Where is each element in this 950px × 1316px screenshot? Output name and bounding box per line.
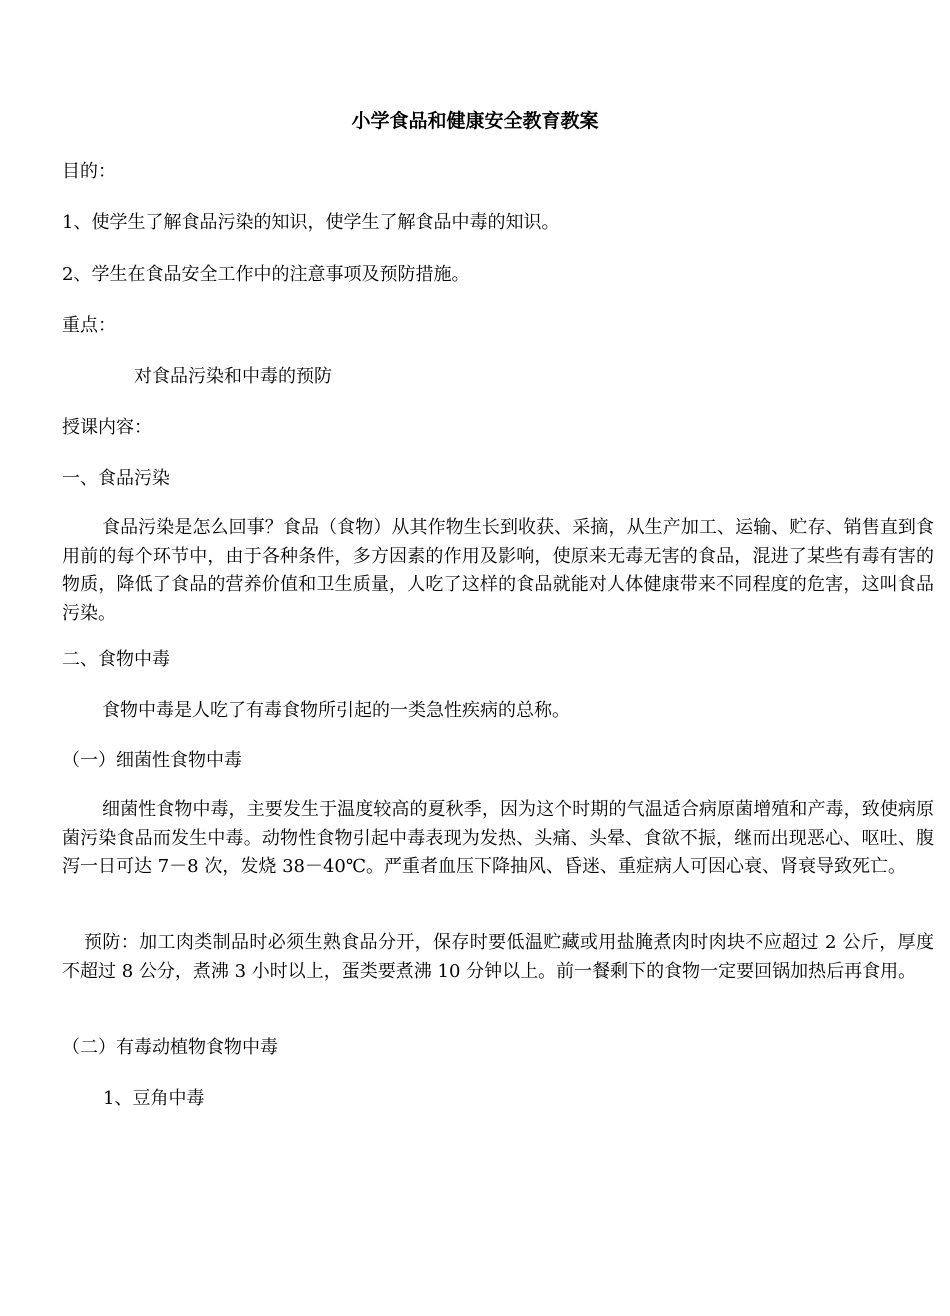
purpose-item-1: 1、使学生了解食品污染的知识，使学生了解食品中毒的知识。 (62, 212, 560, 233)
focus-heading: 重点： (62, 315, 116, 336)
subsection-heading-toxic-plants-animals: （二）有毒动植物食物中毒 (62, 1037, 278, 1058)
document-title: 小学食品和健康安全教育教案 (351, 110, 599, 132)
section-heading-food-pollution: 一、食品污染 (62, 468, 170, 489)
subsection-heading-bacterial: （一）细菌性食物中毒 (62, 750, 242, 771)
paragraph-bacterial: 细菌性食物中毒，主要发生于温度较高的夏秋季，因为这个时期的气温适合病原菌增殖和产毒，致使病原菌污染食品而发生中毒。动物性食物引起中毒表现为发热、头痛、头晕、食欲不振，继而出现恶心、呕吐、腹泻一日可达 7－8 次，发烧 38－40℃。严重者血压下降抽风、昏迷、重症病人可因心衰、肾衰导致死亡。 (62, 799, 934, 877)
list-item-bean-poisoning: 1、豆角中毒 (103, 1088, 205, 1109)
purpose-heading: 目的： (62, 161, 116, 182)
paragraph-prevention: 预防：加工肉类制品时必须生熟食品分开，保存时要低温贮藏或用盐腌煮肉时肉块不应超过 2 公斤，厚度不超过 8 公分，煮沸 3 小时以上，蛋类要煮沸 10 分钟以上。前一餐剩下的食物一定要回锅加热后再食用。 (62, 932, 934, 982)
content-heading: 授课内容： (62, 417, 152, 438)
section-heading-food-poisoning: 二、食物中毒 (62, 649, 170, 670)
focus-text: 对食品污染和中毒的预防 (134, 366, 332, 387)
purpose-item-2: 2、学生在食品安全工作中的注意事项及预防措施。 (62, 264, 470, 285)
paragraph-food-poisoning: 食物中毒是人吃了有毒食物所引起的一类急性疾病的总称。 (102, 700, 570, 721)
paragraph-food-pollution: 食品污染是怎么回事？食品（食物）从其作物生长到收获、采摘，从生产加工、运输、贮存、销售直到食用前的每个环节中，由于各种条件，多方因素的作用及影响，使原来无毒无害的食品，混进了某些有毒有害的物质，降低了食品的营养价值和卫生质量，人吃了这样的食品就能对人体健康带来不同程度的危害，这叫食品污染。 (62, 517, 934, 624)
